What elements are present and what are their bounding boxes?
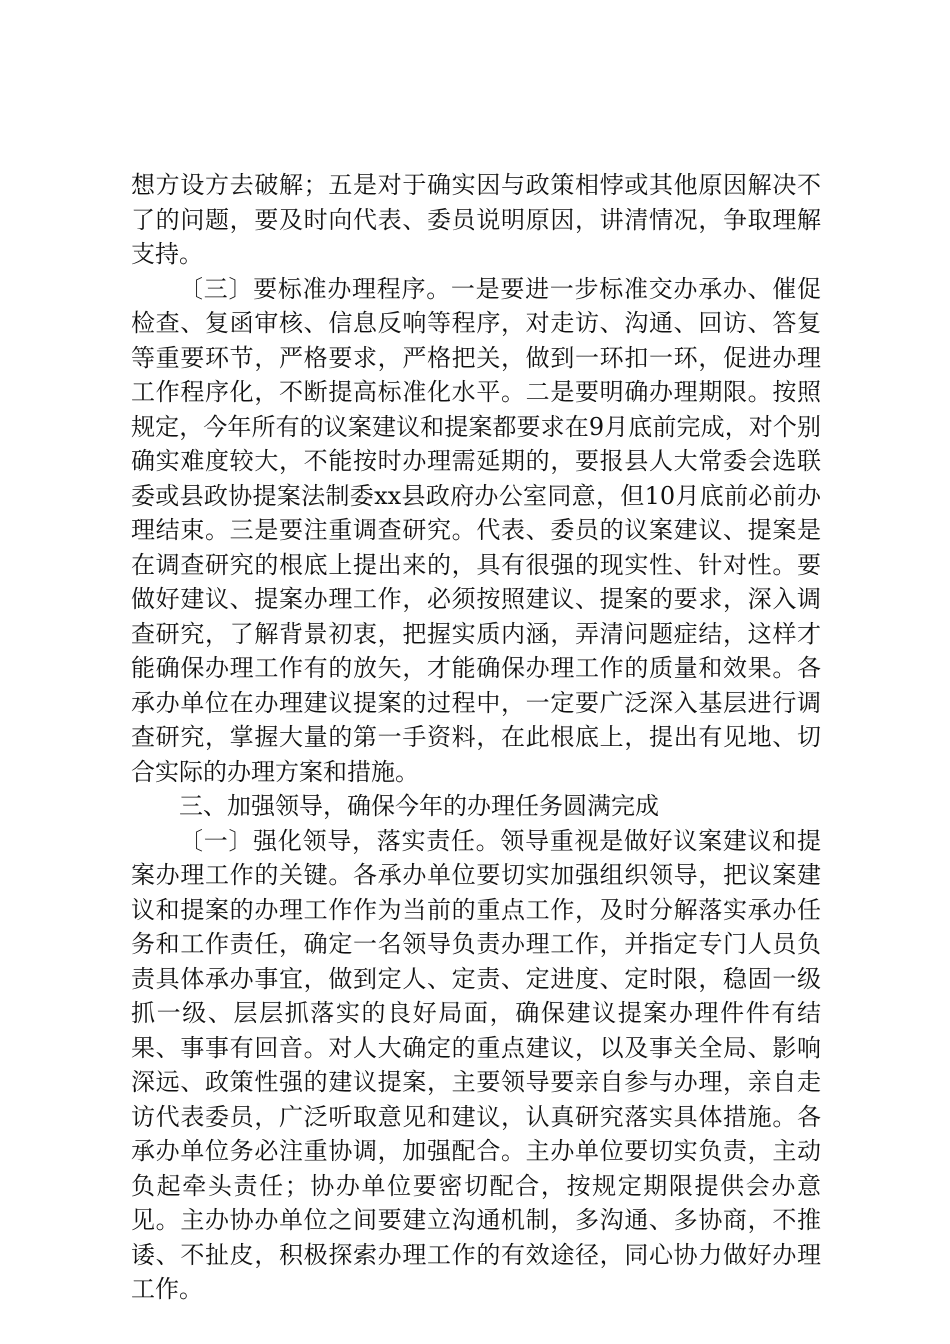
section-heading-strengthen-leadership: 三、加强领导，确保今年的办理任务圆满完成 xyxy=(179,792,659,820)
paragraph-strengthen-leadership: 〔一〕强化领导，落实责任。领导重视是做好议案建议和提案办理工作的关键。各承办单位要切实加强组织领导，把议案建议和提案的办理工作作为当前的重点工作，及时分解落实承办任务和工作责任，确定一名领导负责办理工作，并指定专门人员负责具体承办事宜，做到定人、定责、定进度、定时限，稳固一级抓一级、层层抓落实的良好局面，确保建议提案办理件件有结果、事事有回音。对人大确定的重点建议，以及事关全局、影响深远、政策性强的建议提案，主要领导要亲自参与办理，亲自走访代表委员，广泛听取意见和建议，认真研究落实具体措施。各承办单位务必注重协调，加强配合。主办单位要切实负责，主动负起牵头责任；协办单位要密切配合，按规定期限提供会办意见。主办协办单位之间要建立沟通机制，多沟通、多协商，不推诿、不扯皮，积极探索办理工作的有效途径，同心协力做好办理工作。 xyxy=(131,826,821,1303)
paragraph-continuation: 想方设方去破解；五是对于确实因与政策相悖或其他原因解决不了的问题，要及时向代表、委员说明原因，讲清情况，争取理解支持。 xyxy=(131,171,821,268)
paragraph-standard-procedure: 〔三〕要标准办理程序。一是要进一步标准交办承办、催促检查、复函审核、信息反响等程序，对走访、沟通、回访、答复等重要环节，严格要求，严格把关，做到一环扣一环，促进办理工作程序化，不断提高标准化水平。二是要明确办理期限。按照规定，今年所有的议案建议和提案都要求在9月底前完成，对个别确实难度较大，不能按时办理需延期的，要报县人大常委会选联委或县政协提案法制委xx县政府办公室同意，但10月底前必前办理结束。三是要注重调查研究。代表、委员的议案建议、提案是在调查研究的根底上提出来的，具有很强的现实性、针对性。要做好建议、提案办理工作，必须按照建议、提案的要求，深入调查研究，了解背景初衷，把握实质内涵，弄清问题症结，这样才能确保办理工作有的放矢，才能确保办理工作的质量和效果。各承办单位在办理建议提案的过程中，一定要广泛深入基层进行调查研究，掌握大量的第一手资料，在此根底上，提出有见地、切合实际的办理方案和措施。 xyxy=(131,274,821,786)
document-body xyxy=(131,168,821,1307)
